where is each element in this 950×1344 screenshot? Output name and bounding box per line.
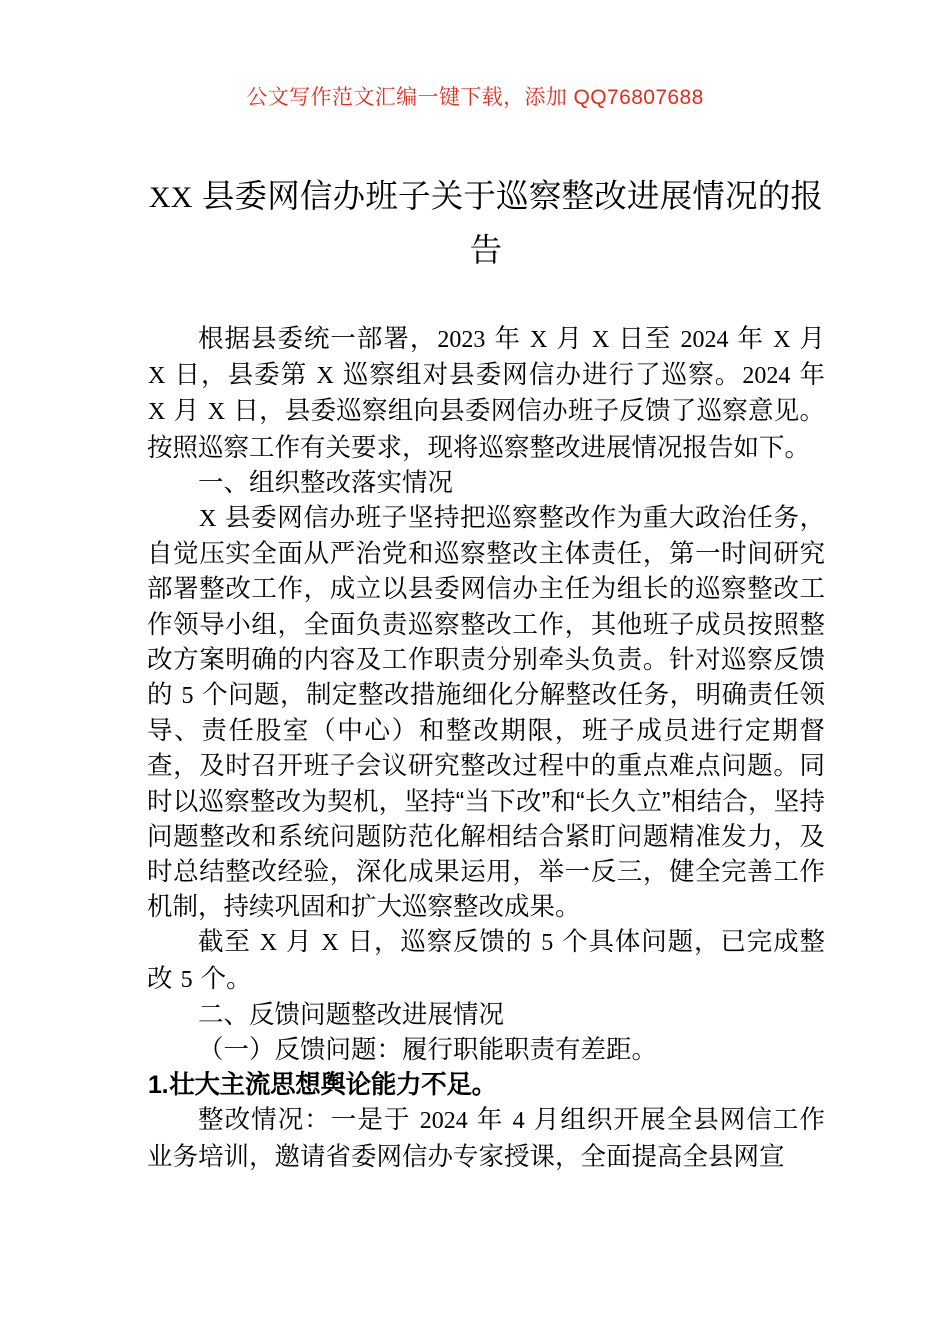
paragraph-opening: 根据县委统一部署，2023 年 X 月 X 日至 2024 年 X 月 X 日，县委第 X 巡察组对县委网信办进行了巡察。2024 年 X 月 X 日，县委巡察组向县委网信办班子反馈了巡察意见。按照巡察工作有关要求，现将巡察整改进展情况报告如下。 [147, 325, 826, 462]
heading-section-two: 二、反馈问题整改进展情况 [198, 1000, 505, 1029]
title-latin-prefix: XX [148, 181, 193, 214]
paragraph-section-one-summary: 截至 X 月 X 日，巡察反馈的 5 个具体问题，已完成整改 5 个。 [147, 928, 826, 993]
heading-section-one: 一、组织整改落实情况 [198, 468, 454, 497]
title-spacer [147, 277, 825, 322]
sub-heading-feedback-one: （一）反馈问题：履行职能职责有差距。 [198, 1036, 658, 1065]
title-main-text: 县委网信办班子关于巡察整改进展情况的报告 [192, 178, 824, 268]
document-body [147, 170, 825, 1175]
paragraph-item-one-body: 整改情况：一是于 2024 年 4 月组织开展全县网信工作业务培训，邀请省委网信办专家授课，全面提高全县网宣 [147, 1106, 825, 1171]
document-title [147, 170, 825, 277]
item-heading-one: 1.壮大主流思想舆论能力不足。 [148, 1071, 497, 1100]
paragraph-section-one-body: X 县委网信办班子坚持把巡察整改作为重大政治任务，自觉压实全面从严治党和巡察整改主体责任，第一时间研究部署整改工作，成立以县委网信办主任为组长的巡察整改工作领导小组，全面负责巡察整改工作，其他班子成员按照整改方案明确的内容及工作职责分别牵头负责。针对巡察反馈的 5 个问题，制定整改措施细化分解整改任务，明确责任领导、责任股室（中心）和整改期限，班子成员进行定期督查，及时召开班子会议研究整改过程中的重点难点问题。同时以巡察整改为契机，坚持“当下改”和“长久立”相结合，坚持问题整改和系统问题防范化解相结合紧盯问题精准发力，及时总结整改经验，深化成果运用，举一反三，健全完善工作机制，持续巩固和扩大巡察整改成果。 [147, 504, 825, 922]
watermark-promo-text: 公文写作范文汇编一键下载，添加 QQ76807688 [246, 86, 704, 109]
